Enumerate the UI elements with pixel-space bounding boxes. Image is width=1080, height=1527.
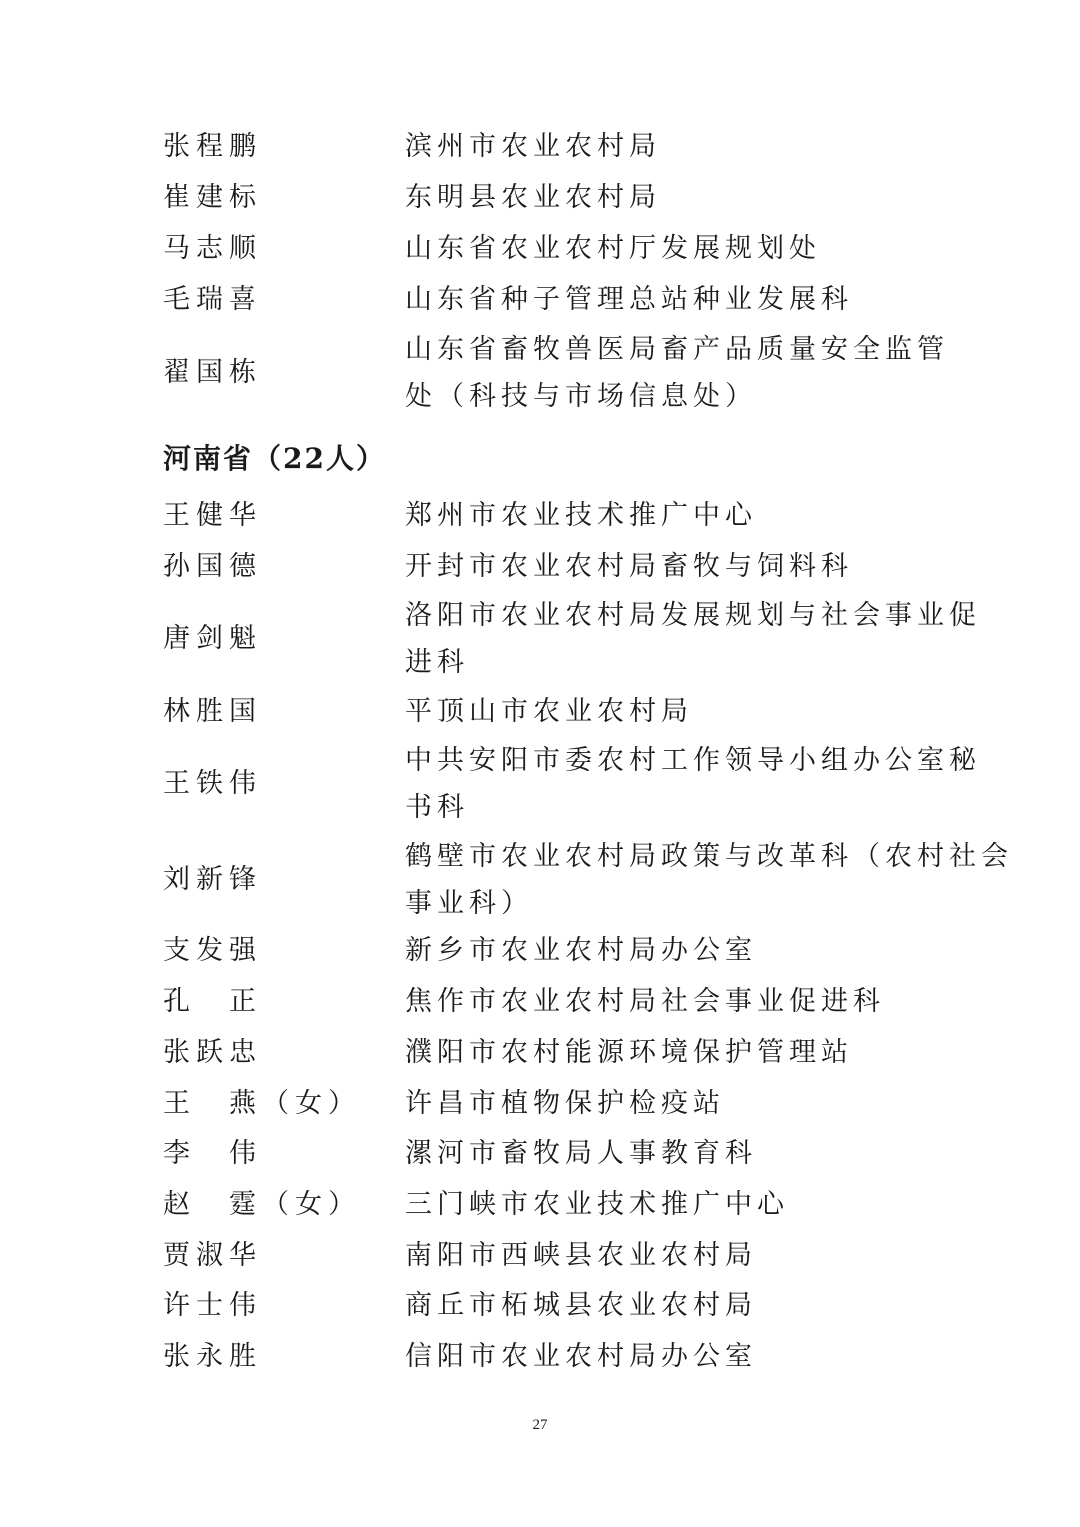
person-organization-line: 书科 (405, 792, 469, 823)
person-name: 许士伟 (163, 1290, 262, 1321)
person-organization: 开封市农业农村局畜牧与饲料科 (405, 551, 853, 582)
person-organization: 濮阳市农村能源环境保护管理站 (405, 1037, 853, 1068)
person-name: 张程鹏 (163, 131, 262, 162)
person-organization: 郑州市农业技术推广中心 (405, 500, 757, 531)
person-name: 孙国德 (163, 551, 262, 582)
person-organization-line: 中共安阳市委农村工作领导小组办公室秘 (405, 745, 981, 776)
person-name: 翟国栋 (163, 357, 262, 388)
person-name: 赵 霆（女） (163, 1189, 361, 1220)
person-organization-line: 山东省畜牧兽医局畜产品质量安全监管 (405, 334, 949, 365)
person-organization: 滨州市农业农村局 (405, 131, 661, 162)
person-name: 崔建标 (163, 182, 262, 213)
person-name: 贾淑华 (163, 1240, 262, 1271)
person-name: 孔 正 (163, 986, 262, 1017)
person-organization: 漯河市畜牧局人事教育科 (405, 1138, 757, 1169)
person-organization: 南阳市西峡县农业农村局 (405, 1240, 757, 1271)
person-name: 毛瑞喜 (163, 284, 262, 315)
person-name: 王铁伟 (163, 768, 262, 799)
person-organization: 焦作市农业农村局社会事业促进科 (405, 986, 885, 1017)
person-organization: 信阳市农业农村局办公室 (405, 1341, 757, 1372)
person-organization: 新乡市农业农村局办公室 (405, 935, 757, 966)
person-name: 张跃忠 (163, 1037, 262, 1068)
person-name: 张永胜 (163, 1341, 262, 1372)
person-name: 刘新锋 (163, 864, 262, 895)
person-organization: 东明县农业农村局 (405, 182, 661, 213)
person-organization-line: 洛阳市农业农村局发展规划与社会事业促 (405, 600, 981, 631)
person-name: 王健华 (163, 500, 262, 531)
person-name: 马志顺 (163, 233, 262, 264)
person-name: 李 伟 (163, 1138, 262, 1169)
person-organization-line: 进科 (405, 647, 469, 678)
person-organization: 山东省种子管理总站种业发展科 (405, 284, 853, 315)
person-name: 唐剑魁 (163, 623, 262, 654)
person-organization-line: 鹤壁市农业农村局政策与改革科（农村社会 (405, 841, 1013, 872)
page-number: 27 (532, 1417, 548, 1433)
person-name: 林胜国 (163, 696, 262, 727)
person-name: 支发强 (163, 935, 262, 966)
person-name: 王 燕（女） (163, 1088, 361, 1119)
person-organization-line: 事业科） (405, 888, 533, 919)
person-organization: 许昌市植物保护检疫站 (405, 1088, 725, 1119)
section-heading: 河南省（22人） (163, 442, 386, 475)
person-organization: 商丘市柘城县农业农村局 (405, 1290, 757, 1321)
person-organization-line: 处（科技与市场信息处） (405, 381, 757, 412)
person-organization: 山东省农业农村厅发展规划处 (405, 233, 821, 264)
person-organization: 三门峡市农业技术推广中心 (405, 1189, 789, 1220)
person-organization: 平顶山市农业农村局 (405, 696, 693, 727)
